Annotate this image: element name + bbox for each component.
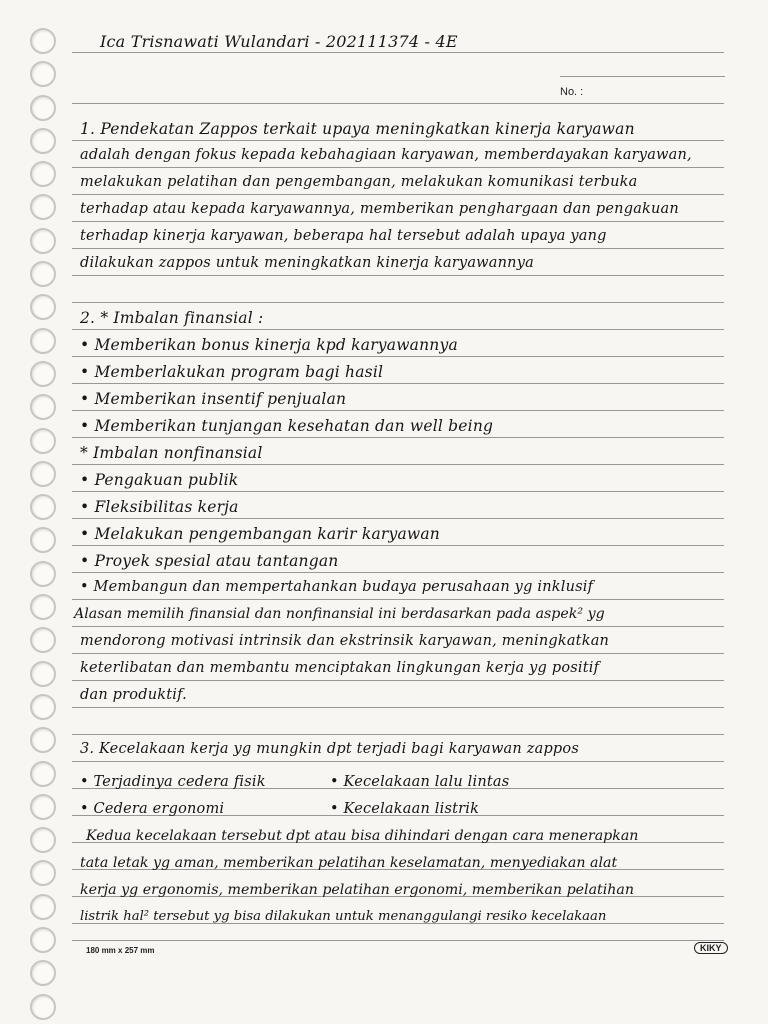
binder-hole-icon: [30, 328, 56, 354]
answer-2-line: • Memberikan bonus kinerja kpd karyawannya: [80, 336, 458, 354]
binder-holes: [30, 28, 58, 1024]
answer-2-line: • Memberikan tunjangan kesehatan dan well being: [80, 417, 494, 435]
ruled-line: [72, 545, 724, 546]
ruled-line: [72, 680, 724, 681]
answer-2-line: • Fleksibilitas kerja: [80, 498, 239, 516]
binder-hole-icon: [30, 428, 56, 454]
accident-list-item: • Cedera ergonomi: [80, 801, 225, 817]
binder-hole-icon: [30, 827, 56, 853]
binder-hole-icon: [30, 361, 56, 387]
answer-1-line: melakukan pelatihan dan pengembangan, melakukan komunikasi terbuka: [80, 174, 638, 190]
binder-hole-icon: [30, 61, 56, 87]
ruled-line: [72, 194, 724, 195]
paper-size-label: 180 mm x 257 mm: [86, 946, 155, 955]
ruled-line: [72, 221, 724, 222]
binder-hole-icon: [30, 860, 56, 886]
answer-1-line: terhadap kinerja karyawan, beberapa hal tersebut adalah upaya yang: [80, 228, 607, 244]
answer-3-heading: 3. Kecelakaan kerja yg mungkin dpt terjadi bagi karyawan zappos: [80, 741, 579, 757]
answer-3-line: kerja yg ergonomis, memberikan pelatihan ergonomi, memberikan pelatihan: [80, 882, 635, 898]
ruled-line: [72, 167, 724, 168]
ruled-line: [72, 491, 724, 492]
binder-hole-icon: [30, 461, 56, 487]
ruled-line: [72, 410, 724, 411]
answer-1-line: 1. Pendekatan Zappos terkait upaya meningkatkan kinerja karyawan: [80, 120, 635, 138]
ruled-line: [72, 437, 724, 438]
binder-hole-icon: [30, 128, 56, 154]
binder-hole-icon: [30, 561, 56, 587]
binder-hole-icon: [30, 194, 56, 220]
answer-2-line: • Melakukan pengembangan karir karyawan: [80, 525, 440, 543]
number-field-line: [560, 76, 725, 77]
answer-2-line: • Memberikan insentif penjualan: [80, 390, 347, 408]
binder-hole-icon: [30, 761, 56, 787]
ruled-line: [72, 52, 724, 53]
ruled-line: [72, 761, 724, 762]
answer-2-line: • Proyek spesial atau tantangan: [80, 552, 339, 570]
binder-hole-icon: [30, 394, 56, 420]
answer-1-line: dilakukan zappos untuk meningkatkan kinerja karyawannya: [80, 255, 534, 271]
binder-hole-icon: [30, 228, 56, 254]
binder-hole-icon: [30, 994, 56, 1020]
binder-hole-icon: [30, 594, 56, 620]
binder-hole-icon: [30, 794, 56, 820]
answer-2-line: dan produktif.: [80, 687, 187, 703]
binder-hole-icon: [30, 161, 56, 187]
ruled-line: [72, 940, 724, 941]
ruled-line: [72, 626, 724, 627]
binder-hole-icon: [30, 95, 56, 121]
ruled-line: [72, 464, 724, 465]
ruled-line: [72, 383, 724, 384]
ruled-line: [72, 707, 724, 708]
answer-2-line: keterlibatan dan membantu menciptakan lingkungan kerja yg positif: [80, 660, 600, 676]
answer-2-line: • Pengakuan publik: [80, 471, 239, 489]
binder-hole-icon: [30, 694, 56, 720]
answer-2-line: • Memberlakukan program bagi hasil: [80, 363, 384, 381]
binder-hole-icon: [30, 294, 56, 320]
answer-2-line: 2. * Imbalan finansial :: [80, 309, 264, 327]
answer-1-line: adalah dengan fokus kepada kebahagiaan karyawan, memberdayakan karyawan,: [80, 147, 692, 163]
answer-1-line: terhadap atau kepada karyawannya, memberikan penghargaan dan pengakuan: [80, 201, 679, 217]
binder-hole-icon: [30, 894, 56, 920]
binder-hole-icon: [30, 927, 56, 953]
ruled-line: [72, 275, 724, 276]
answer-2-line: Alasan memilih finansial dan nonfinansial ini berdasarkan pada aspek² yg: [74, 606, 605, 622]
student-header: Ica Trisnawati Wulandari - 202111374 - 4E: [100, 32, 458, 51]
answer-2-line: • Membangun dan mempertahankan budaya perusahaan yg inklusif: [80, 579, 594, 595]
binder-hole-icon: [30, 527, 56, 553]
ruled-line: [72, 653, 724, 654]
binder-hole-icon: [30, 661, 56, 687]
brand-logo: KIKY: [694, 942, 728, 954]
ruled-line: [72, 103, 724, 104]
ruled-line: [72, 599, 724, 600]
answer-3-line: Kedua kecelakaan tersebut dpt atau bisa dihindari dengan cara menerapkan: [86, 828, 639, 844]
number-field-label: No. :: [560, 86, 584, 98]
ruled-line: [72, 248, 724, 249]
binder-hole-icon: [30, 28, 56, 54]
accident-list-item: • Kecelakaan lalu lintas: [330, 774, 510, 790]
answer-2-line: mendorong motivasi intrinsik dan ekstrinsik karyawan, meningkatkan: [80, 633, 610, 649]
accident-list-item: • Terjadinya cedera fisik: [80, 774, 266, 790]
binder-hole-icon: [30, 727, 56, 753]
answer-3-line: listrik hal² tersebut yg bisa dilakukan untuk menanggulangi resiko kecelakaan: [80, 909, 607, 924]
answer-2-line: * Imbalan nonfinansial: [80, 444, 263, 462]
binder-hole-icon: [30, 494, 56, 520]
answer-3-line: tata letak yg aman, memberikan pelatihan keselamatan, menyediakan alat: [80, 855, 618, 871]
ruled-line: [72, 572, 724, 573]
ruled-line: [72, 140, 724, 141]
binder-hole-icon: [30, 261, 56, 287]
ruled-line: [72, 356, 724, 357]
ruled-line: [72, 518, 724, 519]
accident-list-item: • Kecelakaan listrik: [330, 801, 480, 817]
binder-hole-icon: [30, 960, 56, 986]
ruled-line: [72, 302, 724, 303]
binder-hole-icon: [30, 627, 56, 653]
ruled-line: [72, 734, 724, 735]
ruled-line: [72, 329, 724, 330]
